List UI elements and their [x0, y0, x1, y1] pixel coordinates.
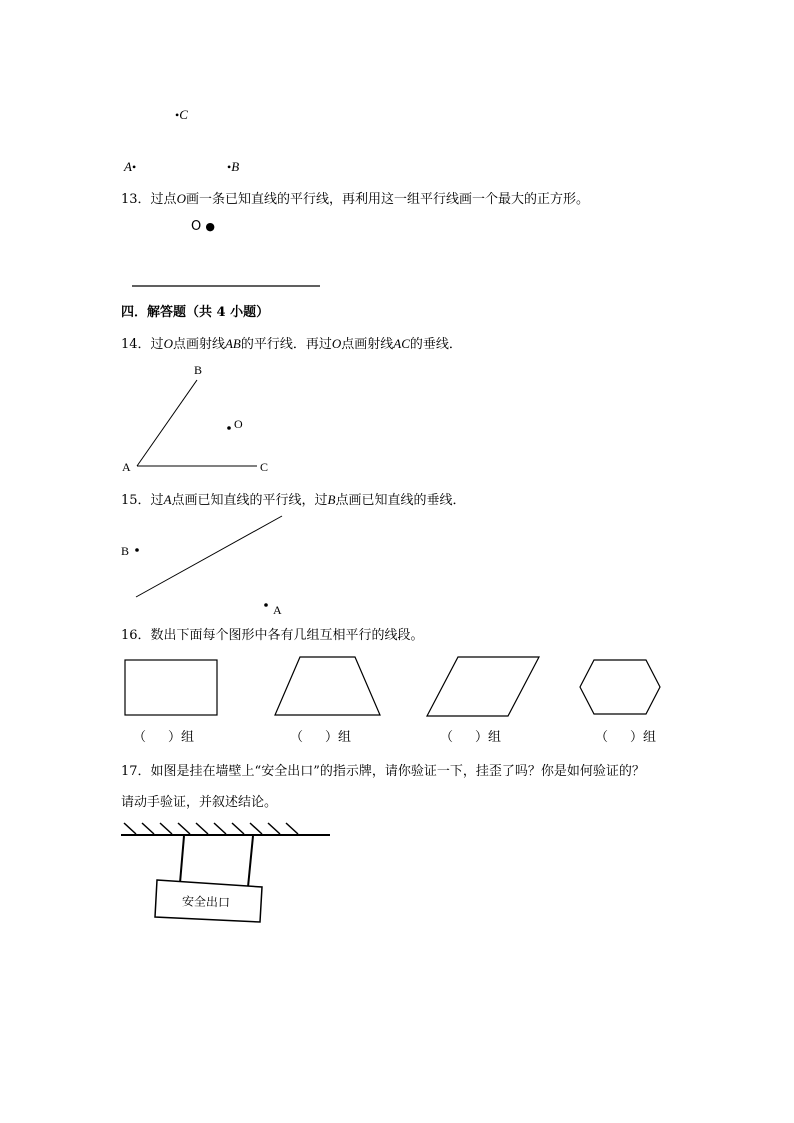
- q14-label-o: O: [234, 417, 243, 431]
- fig12-point-b: •B: [227, 159, 240, 174]
- question-13: 13．过点O画一条已知直线的平行线，再利用这一组平行线画一个最大的正方形。: [121, 191, 589, 207]
- q16-blank-1[interactable]: （ ）组: [133, 730, 195, 745]
- q14-label-c: C: [260, 460, 269, 474]
- fig12-point-a: A•: [124, 159, 137, 174]
- q13-point-o: O ●: [191, 219, 215, 234]
- sign-label: 安全出口: [181, 894, 231, 910]
- question-16: 16．数出下面每个图形中各有几组互相平行的线段。: [121, 628, 424, 643]
- fig12-point-c: •C: [175, 107, 188, 122]
- q16-blank-4[interactable]: （ ）组: [595, 730, 657, 745]
- point-a-label: A: [124, 159, 132, 174]
- question-17-line2: 请动手验证，并叙述结论。: [121, 795, 278, 810]
- point-b-label: B: [231, 159, 240, 174]
- q14-label-a: A: [122, 460, 131, 474]
- section-4-heading: 四．解答题（共 4 小题）: [121, 305, 270, 320]
- q16-blank-3[interactable]: （ ）组: [440, 730, 502, 745]
- q14-label-b: B: [194, 363, 203, 377]
- right-hanger: [248, 836, 253, 887]
- question-15: 15．过A点画已知直线的平行线，过B点画已知直线的垂线．: [121, 492, 466, 508]
- q15-label-a: A: [273, 603, 282, 617]
- q15-label-b: B: [121, 544, 130, 558]
- wall-hatching: [124, 823, 298, 834]
- point-c-label: C: [179, 107, 188, 122]
- q16-blank-2[interactable]: （ ）组: [290, 730, 352, 745]
- question-17-line1: 17．如图是挂在墙壁上“安全出口”的指示牌，请你验证一下，挂歪了吗？你是如何验证的？: [121, 764, 645, 779]
- left-hanger: [180, 836, 184, 883]
- point-o-label: O: [191, 219, 202, 234]
- question-14: 14．过O点画射线AB的平行线．再过O点画射线AC的垂线．: [121, 336, 462, 352]
